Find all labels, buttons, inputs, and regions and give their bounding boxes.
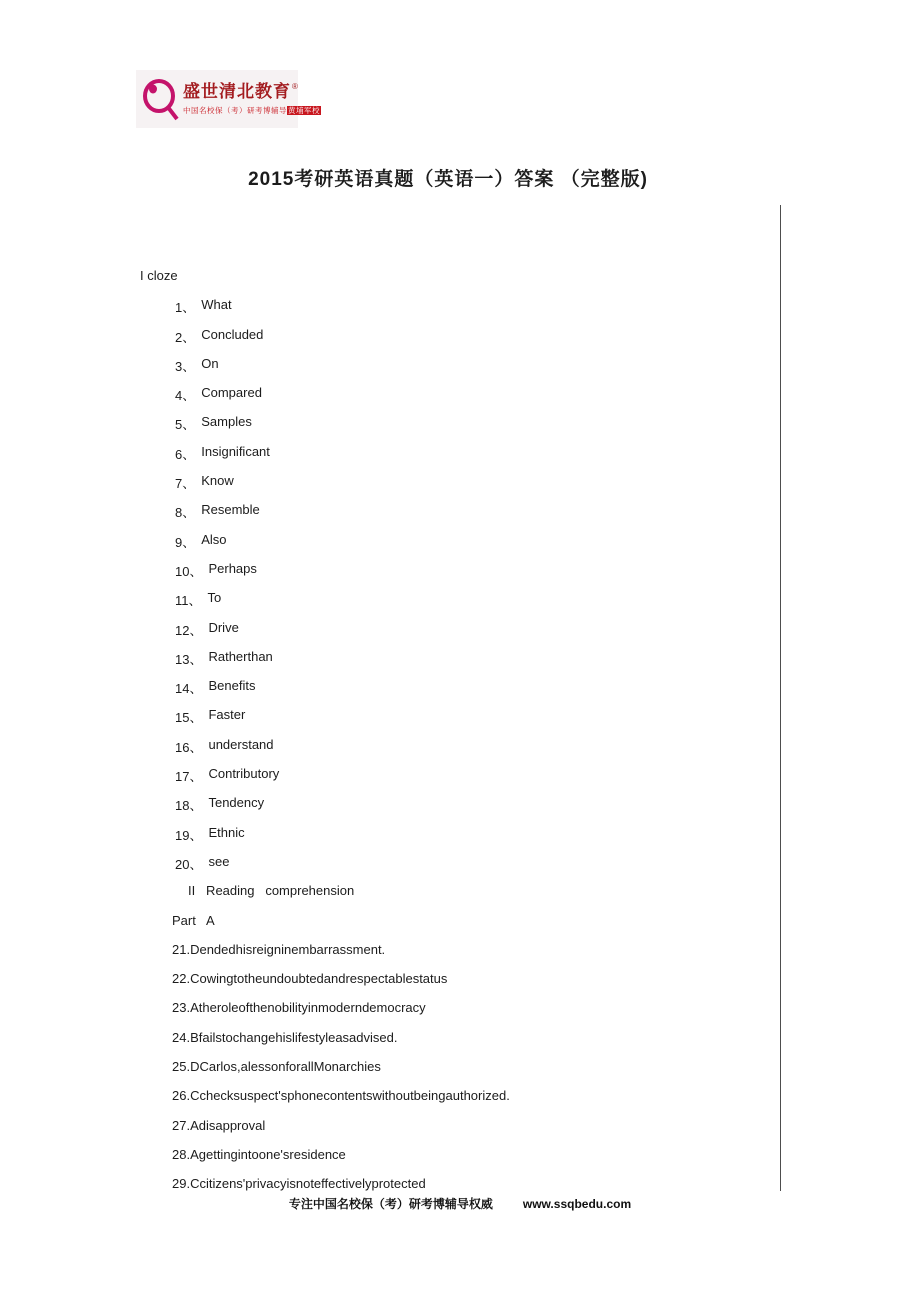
answer-number: 5、 xyxy=(175,417,196,433)
cloze-answer-item xyxy=(140,444,510,473)
answer-text: Resemble xyxy=(201,502,260,518)
cloze-answer-item xyxy=(140,649,510,678)
answer-text: Concluded xyxy=(201,326,264,342)
answer-text: On xyxy=(201,355,219,371)
answer-number: 12、 xyxy=(175,622,203,638)
answer-text: see xyxy=(208,853,230,869)
cloze-answer-item xyxy=(140,590,510,619)
reading-section-heading: II Reading comprehension xyxy=(188,883,355,899)
answer-number: 19、 xyxy=(175,827,203,843)
cloze-answer-item xyxy=(140,385,510,414)
cloze-answer-list xyxy=(140,297,510,883)
answer-text: To xyxy=(207,590,222,606)
logo xyxy=(136,70,320,128)
cloze-answer-item xyxy=(140,414,510,443)
answer-number: 2、 xyxy=(175,329,196,345)
reading-answer-item: 27.Adisapproval xyxy=(172,1117,266,1133)
answer-number: 9、 xyxy=(175,534,196,550)
answer-text: Benefits xyxy=(208,678,256,694)
logo-text xyxy=(183,83,321,115)
cloze-answer-item xyxy=(140,737,510,766)
answer-text: Contributory xyxy=(208,766,280,782)
answer-number: 6、 xyxy=(175,446,196,462)
answer-number: 13、 xyxy=(175,651,203,667)
page-title: 2015考研英语真题（英语一）答案 （完整版) xyxy=(248,169,648,190)
cloze-section-heading: I cloze xyxy=(140,268,178,283)
answer-number: 14、 xyxy=(175,681,203,697)
cloze-answer-item xyxy=(140,678,510,707)
answer-text: Insignificant xyxy=(201,443,270,459)
answer-content xyxy=(140,268,510,1206)
answer-text: Ethnic xyxy=(208,824,245,840)
footer-url: www.ssqbedu.com xyxy=(522,1197,632,1211)
brand-tagline xyxy=(183,106,321,115)
footer-slogan: 专注中国名校保（考）研考博辅导权威 xyxy=(288,1197,493,1211)
answer-number: 3、 xyxy=(175,358,196,374)
part-a-label: Part A xyxy=(172,912,215,928)
answer-text: What xyxy=(201,297,232,313)
answer-number: 11、 xyxy=(175,593,202,609)
answer-text: Ratherthan xyxy=(208,648,273,664)
answer-number: 15、 xyxy=(175,710,203,726)
answer-number: 1、 xyxy=(175,300,196,316)
brand-line xyxy=(183,83,321,102)
answer-text: Samples xyxy=(201,414,252,430)
reading-answer-item: 28.Agettingintoone'sresidence xyxy=(172,1146,346,1162)
cloze-answer-item xyxy=(140,825,510,854)
reading-answer-item: 22.Cowingtotheundoubtedandrespectablestatus xyxy=(172,971,448,987)
cloze-answer-item xyxy=(140,297,510,326)
cloze-answer-item xyxy=(140,795,510,824)
registered-mark: ® xyxy=(292,82,298,92)
cloze-answer-item xyxy=(140,707,510,736)
cloze-answer-item xyxy=(140,502,510,531)
cloze-answer-item xyxy=(140,473,510,502)
cloze-answer-item xyxy=(140,854,510,883)
answer-number: 4、 xyxy=(175,388,196,404)
cloze-answer-item xyxy=(140,356,510,385)
answer-number: 16、 xyxy=(175,739,203,755)
cloze-answer-item xyxy=(140,327,510,356)
answer-text: Drive xyxy=(208,619,239,635)
answer-number: 20、 xyxy=(175,856,203,872)
reading-answer-item: 21.Dendedhisreigninembarrassment. xyxy=(172,941,386,957)
answer-number: 10、 xyxy=(175,563,203,579)
answer-number: 8、 xyxy=(175,505,196,521)
answer-text: Perhaps xyxy=(208,560,257,576)
cloze-answer-item xyxy=(140,561,510,590)
reading-answer-list xyxy=(140,942,510,1206)
page-border-line xyxy=(780,205,781,1191)
reading-answer-item: 25.DCarlos,alessonforallMonarchies xyxy=(172,1059,381,1075)
reading-answer-item: 26.Cchecksuspect'sphonecontentswithoutbeingauthorized. xyxy=(172,1088,510,1104)
reading-answer-item: 24.Bfailstochangehislifestyleasadvised. xyxy=(172,1029,398,1045)
answer-text: Faster xyxy=(208,707,246,723)
answer-text: Compared xyxy=(201,385,262,401)
reading-answer-item: 29.Ccitizens'privacyisnoteffectivelyprotected xyxy=(172,1176,426,1192)
brand-name: 盛世清北教育 xyxy=(183,82,291,102)
page-footer xyxy=(0,1195,920,1212)
brand-logo-icon xyxy=(141,76,179,122)
cloze-answer-item xyxy=(140,532,510,561)
answer-text: understand xyxy=(208,736,274,752)
reading-answer-item: 23.Atheroleofthenobilityinmoderndemocracy xyxy=(172,1000,426,1016)
answer-text: Also xyxy=(201,531,227,547)
brand-tagline-main: 中国名校保（考）研考博辅导 xyxy=(183,105,287,115)
answer-number: 17、 xyxy=(175,769,203,785)
cloze-answer-item xyxy=(140,620,510,649)
brand-tagline-highlight: 黄埔军校 xyxy=(288,105,320,115)
answer-text: Know xyxy=(201,473,234,489)
cloze-answer-item xyxy=(140,766,510,795)
answer-number: 18、 xyxy=(175,798,203,814)
answer-number: 7、 xyxy=(175,476,196,492)
answer-text: Tendency xyxy=(208,795,265,811)
